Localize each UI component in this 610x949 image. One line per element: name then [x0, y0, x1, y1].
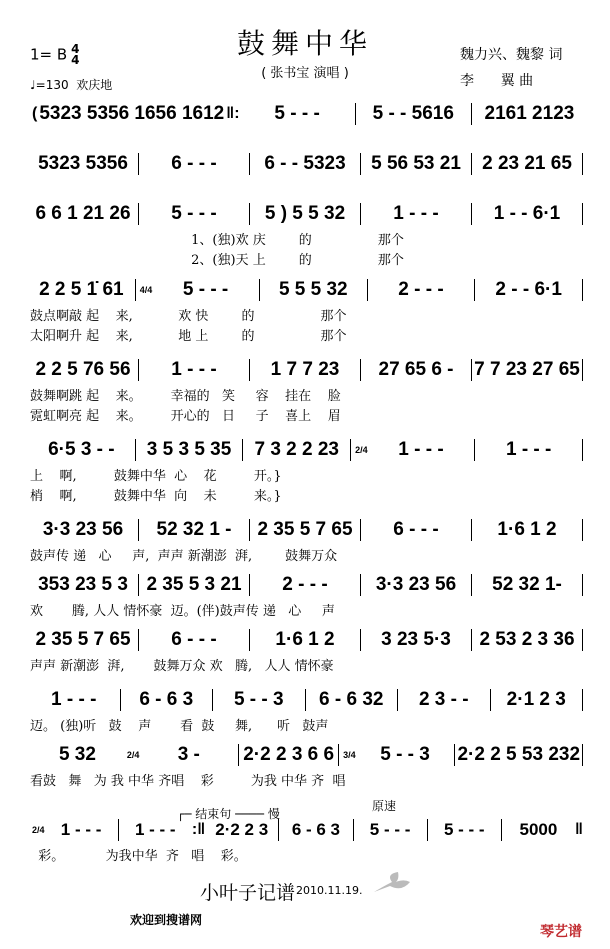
measure: 6 - 6 32 — [319, 689, 384, 710]
measure: 5323 5356 — [38, 153, 128, 174]
measure: 5 - - - — [274, 103, 320, 124]
barline — [138, 153, 139, 175]
barline — [582, 519, 583, 541]
barline — [582, 203, 583, 225]
lyric-line: 霓虹啊亮 起 来。 开心的 日 子 喜上 眉 — [30, 409, 341, 424]
original-tempo: 原速 — [372, 799, 397, 813]
measure: 7 7 23 27 65 — [474, 359, 580, 380]
measure: 5 - - 5616 — [372, 103, 454, 124]
measure: 2·2 2 5 53 232 — [457, 744, 581, 765]
barline — [427, 819, 428, 841]
performer: ( 张书宝 演唱 ) — [261, 66, 349, 81]
tempo-value: =130 — [35, 78, 69, 92]
barline — [138, 359, 139, 381]
score-row — [30, 744, 585, 766]
barline — [582, 744, 583, 766]
measure: 6 - 6 3 — [139, 689, 194, 710]
leaf-icon — [372, 872, 412, 894]
score-row — [30, 689, 585, 711]
barline — [360, 203, 361, 225]
score-row — [30, 439, 585, 461]
measure: 1 - - - — [60, 820, 102, 839]
barline — [138, 629, 139, 651]
lyric-line: 彩。 为我中华 齐 唱 彩。 — [30, 849, 247, 864]
measure: 6 - - - — [171, 153, 217, 174]
score-row — [30, 819, 585, 841]
measure: 6 - - - — [393, 519, 439, 540]
lyric-line: 1、(独)欢 庆 的 那个 — [30, 233, 404, 248]
measure: 3·3 23 56 — [375, 574, 457, 595]
measure: 2·2 2 3 — [215, 820, 269, 839]
time-change: 3/4 — [343, 749, 356, 760]
measure: 2 - - 6·1 — [495, 279, 562, 300]
measure: 1·6 1 2 — [497, 519, 557, 540]
barline — [305, 689, 306, 711]
quarter-note-icon: ♩ — [30, 78, 36, 92]
measure: 5 5 5 32 — [278, 279, 348, 300]
barline — [474, 439, 475, 461]
barline — [397, 689, 398, 711]
measure: 6 - - - — [171, 629, 217, 650]
barline — [582, 439, 583, 461]
lyric-line: 声声 新潮澎 湃, 鼓舞万众 欢 腾, 人人 情怀豪 — [30, 659, 334, 674]
score-row — [30, 153, 585, 175]
measure: 2 2 5 1̇ 61 — [39, 279, 124, 300]
lyric-line: 2、(独)天 上 的 那个 — [30, 253, 404, 268]
score-row — [30, 279, 585, 301]
measure: 5 - - - — [443, 820, 485, 839]
score-row — [30, 103, 585, 125]
measure: 3 23 5·3 — [381, 629, 451, 650]
measure: 3 - — [177, 744, 200, 765]
barline — [360, 574, 361, 596]
measure: 3·3 23 56 — [42, 519, 124, 540]
barline — [582, 629, 583, 651]
measure: 1 - - - — [505, 439, 552, 460]
barline — [135, 279, 136, 301]
measure: 5 - - 3 — [380, 744, 430, 765]
composer: 李 翼 曲 — [460, 73, 534, 89]
measure: 5323 5356 1656 1612 — [39, 103, 225, 124]
barline — [120, 689, 121, 711]
barline — [355, 103, 356, 125]
lyric-line: 鼓舞啊跳 起 来。 幸福的 笑 容 挂在 脸 — [30, 389, 341, 404]
time-change: 2/4 — [126, 749, 140, 760]
barline — [138, 574, 139, 596]
measure: 52 32 1- — [492, 574, 562, 595]
ending-marker: ┌─ 结束句 ──── 慢 — [177, 807, 280, 821]
measure: 1 - - - — [393, 203, 439, 224]
measure: 5 - - - — [171, 203, 217, 224]
repeat-barline: ‖ — [575, 821, 583, 838]
barline — [582, 689, 583, 711]
barline — [582, 574, 583, 596]
measure: 3 5 3 5 35 — [146, 439, 232, 460]
barline — [582, 279, 583, 301]
measure: 6 - - 5323 — [264, 153, 346, 174]
measure: 5 ) 5 5 32 — [264, 203, 346, 224]
measure: 1 7 7 23 — [270, 359, 340, 380]
score-row — [30, 519, 585, 541]
tempo — [30, 76, 112, 93]
barline — [212, 689, 213, 711]
measure: 2 35 5 7 65 — [257, 519, 353, 540]
measure: 2 35 5 7 65 — [35, 629, 131, 650]
barline — [471, 153, 472, 175]
barline — [135, 439, 136, 461]
barline — [249, 203, 250, 225]
measure: 7 3 2 2 23 — [254, 439, 340, 460]
barline — [249, 574, 250, 596]
barline — [242, 439, 243, 461]
barline — [278, 819, 279, 841]
repeat-barline: ‖: — [226, 105, 240, 122]
measure: 1 - - - — [51, 689, 97, 710]
score-row — [30, 203, 585, 225]
measure: 5 - - - — [369, 820, 411, 839]
time-top: 4 — [71, 42, 80, 56]
barline — [367, 279, 368, 301]
score-row — [30, 574, 585, 596]
lyric-line: 看鼓 舞 为 我 中华 齐唱 彩 为我 中华 齐 唱 — [30, 774, 346, 789]
measure: 2 53 2 3 36 — [479, 629, 575, 650]
time-signature — [71, 44, 79, 66]
measure: 5 32 — [58, 744, 96, 765]
watermark-text: 琴艺谱 — [540, 924, 582, 940]
measure: 1 - - - — [134, 820, 176, 839]
lyric-line: 梢 啊, 鼓舞中华 向 未 来。} — [30, 489, 282, 504]
song-title: 鼓舞中华 — [236, 27, 373, 60]
barline — [138, 519, 139, 541]
key-signature — [30, 44, 80, 66]
lyric-line: 太阳啊升 起 来, 地 上 的 那个 — [30, 329, 347, 344]
barline — [249, 359, 250, 381]
barline — [360, 519, 361, 541]
welcome-text: 欢迎到搜谱网 — [130, 913, 203, 927]
measure: 52 32 1 - — [156, 519, 232, 540]
barline — [360, 359, 361, 381]
barline — [582, 153, 583, 175]
ending-label: 结束句 — [195, 807, 232, 821]
barline — [249, 519, 250, 541]
measure: 1 - - - — [398, 439, 444, 460]
date: 2010.11.19. — [296, 884, 363, 897]
measure: 2·2 2 3 6 6 — [243, 744, 335, 765]
measure: 1 - - - — [171, 359, 217, 380]
barline — [471, 519, 472, 541]
repeat-barline: :‖ — [191, 821, 206, 838]
measure: 2 23 21 65 — [482, 153, 572, 174]
measure: 2 - - - — [282, 574, 328, 595]
lyric-line: 迈。 (独)听 鼓 声 看 鼓 舞, 听 鼓声 — [30, 719, 329, 734]
lyric-line: 欢 腾, 人人 情怀豪 迈。(伴)鼓声传 递 心 声 — [30, 604, 335, 619]
measure: 2 3 - - — [418, 689, 469, 710]
measure: 2 35 5 3 21 — [146, 574, 242, 595]
lyricist: 魏力兴、魏黎 词 — [460, 47, 563, 63]
time-bottom: 4 — [71, 53, 80, 67]
time-change: 4/4 — [139, 284, 153, 295]
measure: 6 6 1 21 26 — [35, 203, 131, 224]
barline — [454, 744, 455, 766]
measure: 2 2 5 76 56 — [35, 359, 131, 380]
time-change: 2/4 — [355, 444, 368, 455]
score-row — [30, 359, 585, 381]
barline — [471, 203, 472, 225]
paren: ( — [32, 105, 38, 122]
score-row — [30, 629, 585, 651]
barline — [118, 819, 119, 841]
barline — [360, 629, 361, 651]
measure: 5 - - - — [182, 279, 229, 300]
barline — [350, 439, 351, 461]
barline — [360, 153, 361, 175]
barline — [353, 819, 354, 841]
barline — [474, 279, 475, 301]
measure: 5 56 53 21 — [371, 153, 461, 174]
measure: 5000 — [519, 820, 558, 839]
measure: 2161 2123 — [484, 103, 575, 124]
barline — [490, 689, 491, 711]
barline — [582, 359, 583, 381]
lyric-line: 上 啊, 鼓舞中华 心 花 开。} — [30, 469, 282, 484]
lyric-line: 鼓点啊敲 起 来, 欢 快 的 那个 — [30, 309, 347, 324]
key: 1= B — [30, 45, 68, 64]
barline — [238, 744, 239, 766]
barline — [138, 203, 139, 225]
tempo-mood: 欢庆地 — [76, 78, 113, 92]
barline — [249, 153, 250, 175]
transcriber: 小叶子记谱 — [200, 882, 296, 904]
measure: 2·1 2 3 — [506, 689, 566, 710]
measure: 1 - - 6·1 — [493, 203, 561, 224]
barline — [471, 359, 472, 381]
barline — [501, 819, 502, 841]
measure: 1·6 1 2 — [275, 629, 335, 650]
measure: 6 - 6 3 — [291, 820, 341, 839]
measure: 5 - - 3 — [233, 689, 284, 710]
watermark-logo — [540, 921, 582, 941]
barline — [338, 744, 339, 766]
slow-label: 慢 — [267, 807, 280, 821]
barline — [471, 574, 472, 596]
barline — [249, 629, 250, 651]
measure: 2 - - - — [398, 279, 444, 300]
measure: 6·5 3 - - — [48, 439, 115, 460]
measure: 27 65 6 - — [378, 359, 454, 380]
time-change: 2/4 — [32, 824, 45, 835]
measure: 353 23 5 3 — [38, 574, 128, 595]
barline — [471, 103, 472, 125]
lyric-line: 鼓声传 递 心 声, 声声 新潮澎 湃, 鼓舞万众 — [30, 549, 338, 564]
barline — [259, 279, 260, 301]
barline — [471, 629, 472, 651]
